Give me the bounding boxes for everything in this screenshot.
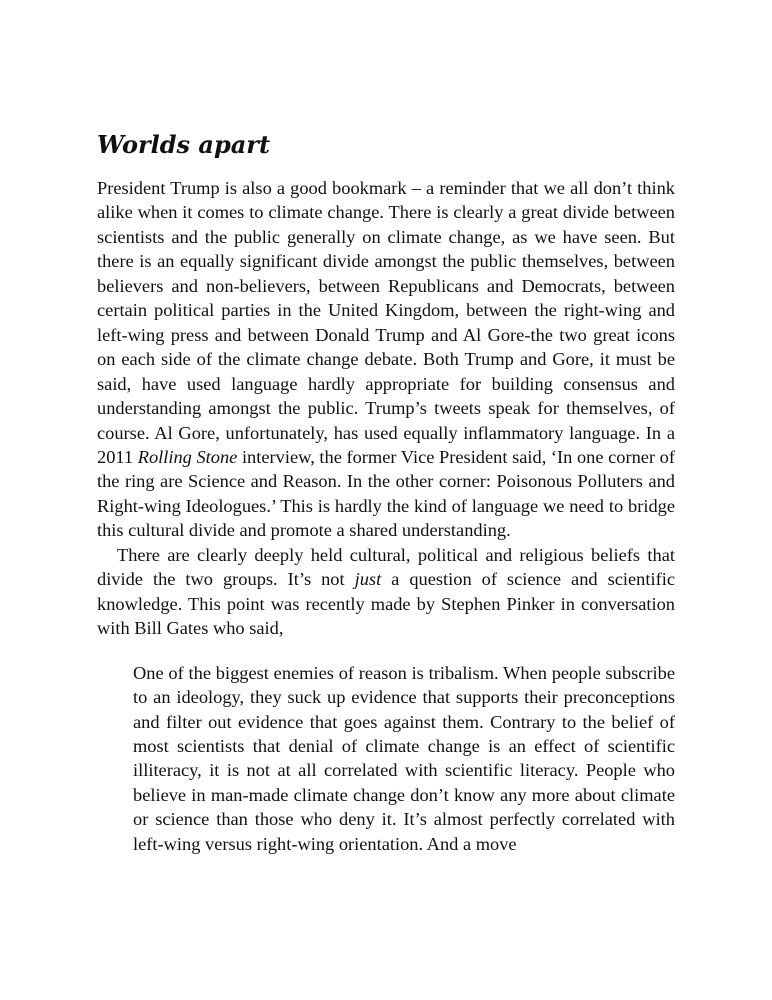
paragraph-text: President Trump is also a good bookmark – a reminder that we all don’t think alike when it comes to climate change. There is clearly a great divide between scientists and the public generally on climate change, as we have seen. But there is an equally significant divide amongst the public themselves, between believers and non-believers, between Republicans and Democrats, between certain political parties in the United Kingdom, between the right-wing and left-wing press and between Donald Trump and Al Gore-the two great icons on each side of the climate change debate. Both Trump and Gore, it must be said, have used language hardly appropriate for building consensus and understanding amongst the public. Trump’s tweets speak for themselves, of course. Al Gore, unfortunately, has used equally inflammatory language. In a 2011	[97, 178, 675, 467]
paragraph-text: There are clearly deeply held cultural, political and religious beliefs that divide the two groups. It’s not	[97, 544, 675, 590]
body-paragraph	[97, 176, 675, 543]
emphasis-word: just	[354, 569, 382, 590]
paragraph-text: a question of science and scientific knowledge. This point was recently made by Stephen Pinker in conversation with Bill Gates who said,	[97, 569, 675, 639]
paragraph-text: interview, the former Vice President said, ‘In one corner of the ring are Science and Reason. In the other corner: Poisonous Polluters and Right-wing Ideologues.’ This is hardly the kind of language we need to bridge this cultural divide and promote a shared understanding.	[97, 446, 676, 541]
block-quote: One of the biggest enemies of reason is tribalism. When people subscribe to an ideology, they suck up evidence that supports their preconceptions and filter out evidence that goes against them. Contrary to the belief of most scientists that denial of climate change is an effect of scientific illiteracy, it is not at all correlated with scientific literacy. People who believe in man-made climate change don’t know any more about climate or science than those who deny it. It’s almost perfectly correlated with left-wing versus right-wing orientation. And a move	[133, 662, 675, 854]
body-paragraph	[97, 543, 675, 641]
page-body	[97, 128, 675, 856]
section-heading: Worlds apart	[97, 130, 271, 159]
magazine-title: Rolling Stone	[137, 446, 238, 467]
